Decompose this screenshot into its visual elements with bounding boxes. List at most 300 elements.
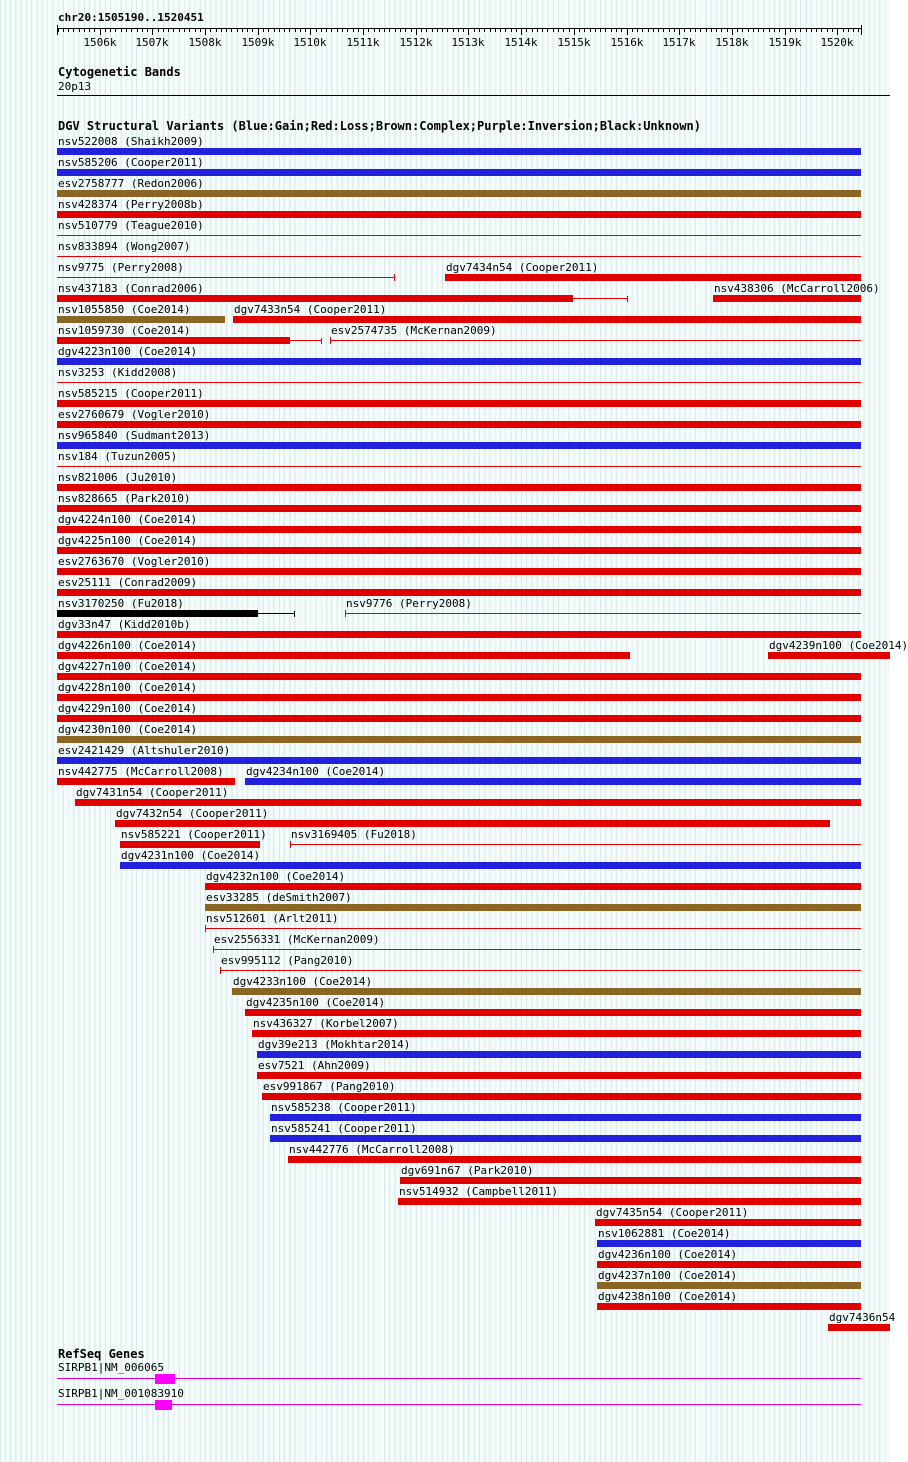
variant-bar[interactable] (768, 652, 890, 659)
variant-bar[interactable] (57, 568, 861, 575)
variant-bar[interactable] (232, 988, 861, 995)
variant-label: nsv522008 (Shaikh2009) (58, 135, 204, 148)
ruler-minor-tick (168, 28, 169, 32)
variant-bar[interactable] (445, 274, 861, 281)
ruler-minor-tick (695, 28, 696, 32)
variant-label: dgv4237n100 (Coe2014) (598, 1269, 738, 1282)
gene-exon[interactable] (155, 1400, 172, 1410)
variant-label: dgv39e213 (Mokhtar2014) (258, 1038, 411, 1051)
variant-bar[interactable] (257, 1072, 861, 1079)
ruler-minor-tick (437, 28, 438, 32)
ruler-major-tick (152, 28, 153, 35)
variant-label: dgv4226n100 (Coe2014) (58, 639, 198, 652)
variant-start-tick (330, 337, 331, 344)
cytogenetic-section-title: Cytogenetic Bands (58, 65, 181, 79)
ruler-minor-tick (353, 28, 354, 32)
ruler-minor-tick (806, 28, 807, 32)
variant-label: dgv4234n100 (Coe2014) (246, 765, 386, 778)
variant-label: esv2758777 (Redon2006) (58, 177, 204, 190)
ruler-minor-tick (590, 28, 591, 32)
ruler-tick-label: 1520k (820, 36, 854, 49)
variant-bar[interactable] (220, 970, 861, 971)
ruler-minor-tick (137, 28, 138, 32)
ruler-minor-tick (858, 28, 859, 32)
variant-bar[interactable] (330, 340, 861, 341)
variant-bar[interactable] (398, 1198, 861, 1205)
variant-bar[interactable] (57, 211, 861, 218)
variant-label: nsv585206 (Cooper2011) (58, 156, 204, 169)
variant-start-tick (345, 610, 346, 617)
variant-label: dgv4236n100 (Coe2014) (598, 1248, 738, 1261)
ruler-minor-tick (163, 28, 164, 32)
variant-label: esv2556331 (McKernan2009) (214, 933, 380, 946)
ruler-minor-tick (337, 28, 338, 32)
ruler-minor-tick (721, 28, 722, 32)
variant-label: nsv436327 (Korbel2007) (253, 1017, 399, 1030)
variant-label: nsv585221 (Cooper2011) (121, 828, 267, 841)
ruler-minor-tick (158, 28, 159, 32)
variant-label: esv2421429 (Altshuler2010) (58, 744, 231, 757)
ruler-minor-tick (753, 28, 754, 32)
ruler-minor-tick (584, 28, 585, 32)
variant-label: dgv4223n100 (Coe2014) (58, 345, 198, 358)
ruler-minor-tick (532, 28, 533, 32)
variant-label: dgv4238n100 (Coe2014) (598, 1290, 738, 1303)
variant-label: dgv7433n54 (Cooper2011) (234, 303, 387, 316)
ruler-minor-tick (115, 28, 116, 32)
variant-bar[interactable] (57, 421, 861, 428)
gene-line[interactable] (57, 1378, 861, 1379)
ruler-major-tick (258, 28, 259, 35)
ruler-minor-tick (268, 28, 269, 32)
ruler-minor-tick (848, 28, 849, 32)
variant-bar[interactable] (57, 337, 290, 344)
variant-label: dgv4230n100 (Coe2014) (58, 723, 198, 736)
variant-label: nsv442775 (McCarroll2008) (58, 765, 224, 778)
ruler-minor-tick (274, 28, 275, 32)
ruler-minor-tick (690, 28, 691, 32)
variant-bar[interactable] (57, 757, 861, 764)
variant-end-tick (394, 274, 395, 281)
ruler-minor-tick (648, 28, 649, 32)
variant-label: nsv3169405 (Fu2018) (291, 828, 417, 841)
variant-bar[interactable] (57, 148, 861, 155)
variant-bar[interactable] (57, 547, 861, 554)
gene-label: SIRPB1|NM_006065 (58, 1361, 164, 1374)
ruler-minor-tick (179, 28, 180, 32)
ruler-major-tick (468, 28, 469, 35)
ruler-minor-tick (79, 28, 80, 32)
ruler-minor-tick (537, 28, 538, 32)
ruler-minor-tick (737, 28, 738, 32)
ruler-minor-tick (358, 28, 359, 32)
variant-bar[interactable] (597, 1303, 861, 1310)
ruler-minor-tick (305, 28, 306, 32)
variant-label: dgv691n67 (Park2010) (401, 1164, 534, 1177)
variant-label: nsv828665 (Park2010) (58, 492, 191, 505)
variant-bar[interactable] (57, 652, 630, 659)
variant-bar[interactable] (57, 694, 861, 701)
ruler-tick-label: 1507k (135, 36, 169, 49)
variant-label: dgv4227n100 (Coe2014) (58, 660, 198, 673)
ruler-minor-tick (184, 28, 185, 32)
variant-bar[interactable] (57, 505, 861, 512)
ruler-minor-tick (811, 28, 812, 32)
variant-bar[interactable] (57, 316, 225, 323)
ruler-minor-tick (147, 28, 148, 32)
variant-label: esv33285 (deSmith2007) (206, 891, 352, 904)
cytoband-glyph[interactable] (57, 95, 890, 96)
ruler-right-end-tick (861, 25, 862, 35)
ruler-minor-tick (58, 28, 59, 32)
variant-bar[interactable] (345, 613, 861, 614)
ruler-minor-tick (447, 28, 448, 32)
variant-label: esv7521 (Ahn2009) (258, 1059, 371, 1072)
ruler-minor-tick (226, 28, 227, 32)
ruler-minor-tick (763, 28, 764, 32)
variant-bar[interactable] (57, 631, 861, 638)
variant-label: nsv512601 (Arlt2011) (206, 912, 339, 925)
variant-bar[interactable] (57, 277, 395, 278)
ruler-major-tick (785, 28, 786, 35)
ruler-minor-tick (295, 28, 296, 32)
gene-label: SIRPB1|NM_001083910 (58, 1387, 184, 1400)
ruler-minor-tick (542, 28, 543, 32)
ruler-minor-tick (616, 28, 617, 32)
ruler-minor-tick (263, 28, 264, 32)
ruler-major-tick (732, 28, 733, 35)
ruler-minor-tick (706, 28, 707, 32)
variant-label: nsv3253 (Kidd2008) (58, 366, 178, 379)
variant-extension-tick (294, 611, 295, 617)
ruler-minor-tick (411, 28, 412, 32)
variant-bar[interactable] (57, 382, 861, 383)
variant-bar[interactable] (115, 820, 830, 827)
ruler-minor-tick (126, 28, 127, 32)
ruler-minor-tick (94, 28, 95, 32)
ruler-minor-tick (658, 28, 659, 32)
variant-label: dgv7436n54 (829, 1311, 896, 1324)
variant-bar[interactable] (245, 1009, 861, 1016)
variant-bar[interactable] (213, 949, 861, 950)
variant-label: dgv33n47 (Kidd2010b) (58, 618, 191, 631)
ruler-minor-tick (342, 28, 343, 32)
variant-label: dgv7434n54 (Cooper2011) (446, 261, 599, 274)
variant-label: nsv965840 (Sudmant2013) (58, 429, 211, 442)
ruler-minor-tick (795, 28, 796, 32)
variant-label: dgv4228n100 (Coe2014) (58, 681, 198, 694)
variant-label: nsv184 (Tuzun2005) (58, 450, 178, 463)
ruler-minor-tick (463, 28, 464, 32)
gene-exon[interactable] (155, 1374, 175, 1384)
ruler-minor-tick (63, 28, 64, 32)
variant-bar[interactable] (400, 1177, 861, 1184)
ruler-minor-tick (484, 28, 485, 32)
variant-label: dgv7432n54 (Cooper2011) (116, 807, 269, 820)
ruler-minor-tick (479, 28, 480, 32)
variant-label: esv2574735 (McKernan2009) (331, 324, 497, 337)
ruler-minor-tick (611, 28, 612, 32)
variant-bar[interactable] (57, 526, 861, 533)
ruler-minor-tick (105, 28, 106, 32)
ruler-minor-tick (142, 28, 143, 32)
ruler-minor-tick (284, 28, 285, 32)
ruler-minor-tick (490, 28, 491, 32)
ruler-minor-tick (442, 28, 443, 32)
ruler-minor-tick (669, 28, 670, 32)
variant-label: dgv4235n100 (Coe2014) (246, 996, 386, 1009)
variant-bar[interactable] (57, 400, 861, 407)
variant-bar[interactable] (57, 235, 861, 236)
ruler-minor-tick (316, 28, 317, 32)
variant-bar[interactable] (57, 778, 235, 785)
variant-label: esv2763670 (Vogler2010) (58, 555, 211, 568)
variant-bar[interactable] (120, 862, 861, 869)
variant-extension-tick (321, 338, 322, 344)
ruler-minor-tick (827, 28, 828, 32)
ruler-minor-tick (500, 28, 501, 32)
variant-bar[interactable] (270, 1135, 861, 1142)
ruler-minor-tick (247, 28, 248, 32)
ruler-minor-tick (637, 28, 638, 32)
variant-label: nsv437183 (Conrad2006) (58, 282, 204, 295)
variant-bar[interactable] (75, 799, 861, 806)
ruler-minor-tick (774, 28, 775, 32)
variant-bar[interactable] (57, 589, 861, 596)
ruler-minor-tick (843, 28, 844, 32)
variant-extension-line (573, 298, 628, 299)
cytoband-label: 20p13 (58, 80, 92, 93)
ruler-major-tick (837, 28, 838, 35)
ruler-tick-label: 1517k (662, 36, 696, 49)
variant-bar[interactable] (57, 736, 861, 743)
ruler-tick-label: 1519k (768, 36, 802, 49)
variant-label: nsv442776 (McCarroll2008) (289, 1143, 455, 1156)
variant-label: esv995112 (Pang2010) (221, 954, 354, 967)
variant-bar[interactable] (57, 358, 861, 365)
variant-label: dgv7431n54 (Cooper2011) (76, 786, 229, 799)
ruler-minor-tick (632, 28, 633, 32)
ruler-tick-label: 1506k (83, 36, 117, 49)
ruler-minor-tick (405, 28, 406, 32)
ruler-major-tick (416, 28, 417, 35)
variant-bar[interactable] (120, 841, 260, 848)
ruler-minor-tick (600, 28, 601, 32)
ruler-tick-label: 1515k (557, 36, 591, 49)
variant-bar[interactable] (57, 442, 861, 449)
variant-bar[interactable] (245, 778, 861, 785)
ruler-minor-tick (595, 28, 596, 32)
variant-label: dgv4229n100 (Coe2014) (58, 702, 198, 715)
variant-label: nsv1059730 (Coe2014) (58, 324, 191, 337)
ruler-minor-tick (379, 28, 380, 32)
ruler-minor-tick (252, 28, 253, 32)
ruler-minor-tick (832, 28, 833, 32)
ruler-minor-tick (210, 28, 211, 32)
ruler-minor-tick (653, 28, 654, 32)
ruler-minor-tick (758, 28, 759, 32)
ruler-minor-tick (279, 28, 280, 32)
variant-label: nsv585241 (Cooper2011) (271, 1122, 417, 1135)
ruler-minor-tick (68, 28, 69, 32)
ruler-minor-tick (395, 28, 396, 32)
ruler-tick-label: 1511k (346, 36, 380, 49)
variant-bar[interactable] (597, 1261, 861, 1268)
ruler-minor-tick (84, 28, 85, 32)
variant-bar[interactable] (257, 1051, 861, 1058)
ruler-minor-tick (505, 28, 506, 32)
ruler-minor-tick (821, 28, 822, 32)
ruler-tick-label: 1512k (399, 36, 433, 49)
ruler-minor-tick (727, 28, 728, 32)
variant-bar[interactable] (270, 1114, 861, 1121)
ruler-tick-label: 1518k (715, 36, 749, 49)
variant-bar[interactable] (262, 1093, 861, 1100)
variant-label: nsv510779 (Teague2010) (58, 219, 204, 232)
ruler-minor-tick (426, 28, 427, 32)
ruler-minor-tick (195, 28, 196, 32)
variant-label: nsv833894 (Wong2007) (58, 240, 191, 253)
ruler-minor-tick (605, 28, 606, 32)
ruler-minor-tick (511, 28, 512, 32)
variant-label: dgv4233n100 (Coe2014) (233, 975, 373, 988)
ruler-minor-tick (231, 28, 232, 32)
ruler-minor-tick (289, 28, 290, 32)
ruler-minor-tick (421, 28, 422, 32)
variant-bar[interactable] (57, 295, 573, 302)
variant-label: nsv1055850 (Coe2014) (58, 303, 191, 316)
ruler-minor-tick (742, 28, 743, 32)
variant-bar[interactable] (57, 673, 861, 680)
ruler-minor-tick (816, 28, 817, 32)
ruler-minor-tick (579, 28, 580, 32)
ruler-minor-tick (131, 28, 132, 32)
variant-label: nsv9775 (Perry2008) (58, 261, 184, 274)
variant-label: dgv4224n100 (Coe2014) (58, 513, 198, 526)
ruler-minor-tick (495, 28, 496, 32)
variant-bar[interactable] (597, 1240, 861, 1247)
ruler-minor-tick (700, 28, 701, 32)
ruler-major-tick (679, 28, 680, 35)
ruler-minor-tick (474, 28, 475, 32)
ruler-minor-tick (569, 28, 570, 32)
ruler-minor-tick (89, 28, 90, 32)
ruler-minor-tick (642, 28, 643, 32)
variant-label: nsv428374 (Perry2008b) (58, 198, 204, 211)
ruler-minor-tick (400, 28, 401, 32)
ruler-minor-tick (368, 28, 369, 32)
variant-label: nsv3170250 (Fu2018) (58, 597, 184, 610)
variant-bar[interactable] (233, 316, 861, 323)
ruler-minor-tick (374, 28, 375, 32)
ruler-minor-tick (331, 28, 332, 32)
ruler-minor-tick (189, 28, 190, 32)
variant-label: dgv4225n100 (Coe2014) (58, 534, 198, 547)
variant-bar[interactable] (597, 1282, 861, 1289)
ruler-minor-tick (110, 28, 111, 32)
ruler-minor-tick (800, 28, 801, 32)
ruler-minor-tick (432, 28, 433, 32)
variant-label: dgv4239n100 (Coe2014) (769, 639, 908, 652)
ruler-minor-tick (384, 28, 385, 32)
ruler-minor-tick (300, 28, 301, 32)
ruler-minor-tick (553, 28, 554, 32)
ruler-minor-tick (563, 28, 564, 32)
variant-bar[interactable] (252, 1030, 861, 1037)
variant-bar[interactable] (205, 928, 861, 929)
variant-start-tick (290, 841, 291, 848)
ruler-tick-label: 1510k (293, 36, 327, 49)
variant-label: esv2760679 (Vogler2010) (58, 408, 211, 421)
ruler-minor-tick (674, 28, 675, 32)
ruler-minor-tick (200, 28, 201, 32)
variant-bar[interactable] (57, 484, 861, 491)
variant-bar[interactable] (290, 844, 861, 845)
ruler-tick-label: 1508k (188, 36, 222, 49)
variant-start-tick (205, 925, 206, 932)
variant-label: nsv585238 (Cooper2011) (271, 1101, 417, 1114)
ruler-minor-tick (526, 28, 527, 32)
variant-bar[interactable] (57, 169, 861, 176)
ruler-minor-tick (221, 28, 222, 32)
variant-bar[interactable] (828, 1324, 890, 1331)
refseq-section-title: RefSeq Genes (58, 1347, 145, 1361)
ruler-major-tick (205, 28, 206, 35)
ruler-minor-tick (121, 28, 122, 32)
ruler-major-tick (627, 28, 628, 35)
ruler-minor-tick (516, 28, 517, 32)
ruler-minor-tick (684, 28, 685, 32)
ruler-minor-tick (326, 28, 327, 32)
variant-bar[interactable] (57, 466, 861, 467)
gene-line[interactable] (57, 1404, 861, 1405)
variant-extension-tick (627, 296, 628, 302)
variant-label: esv25111 (Conrad2009) (58, 576, 198, 589)
ruler-minor-tick (73, 28, 74, 32)
ruler-minor-tick (790, 28, 791, 32)
variant-label: dgv7435n54 (Cooper2011) (596, 1206, 749, 1219)
ruler-tick-label: 1513k (451, 36, 485, 49)
ruler-minor-tick (853, 28, 854, 32)
variant-bar[interactable] (57, 256, 861, 257)
ruler-minor-tick (663, 28, 664, 32)
variant-bar[interactable] (288, 1156, 861, 1163)
variant-label: nsv9776 (Perry2008) (346, 597, 472, 610)
variant-label: nsv585215 (Cooper2011) (58, 387, 204, 400)
ruler-minor-tick (779, 28, 780, 32)
variant-label: nsv514932 (Campbell2011) (399, 1185, 558, 1198)
variant-start-tick (220, 967, 221, 974)
variant-bar[interactable] (57, 715, 861, 722)
region-coordinates: chr20:1505190..1520451 (58, 11, 204, 24)
ruler-minor-tick (769, 28, 770, 32)
variant-bar[interactable] (205, 883, 861, 890)
variant-label: nsv438306 (McCarroll2006) (714, 282, 880, 295)
variant-bar[interactable] (57, 610, 258, 617)
ruler-minor-tick (453, 28, 454, 32)
variant-bar[interactable] (57, 190, 861, 197)
ruler-minor-tick (716, 28, 717, 32)
variant-bar[interactable] (595, 1219, 861, 1226)
ruler-tick-label: 1509k (241, 36, 275, 49)
variant-label: dgv4231n100 (Coe2014) (121, 849, 261, 862)
variant-bar[interactable] (205, 904, 861, 911)
variant-bar[interactable] (713, 295, 861, 302)
ruler-minor-tick (347, 28, 348, 32)
ruler-major-tick (363, 28, 364, 35)
ruler-minor-tick (458, 28, 459, 32)
ruler-tick-label: 1516k (610, 36, 644, 49)
